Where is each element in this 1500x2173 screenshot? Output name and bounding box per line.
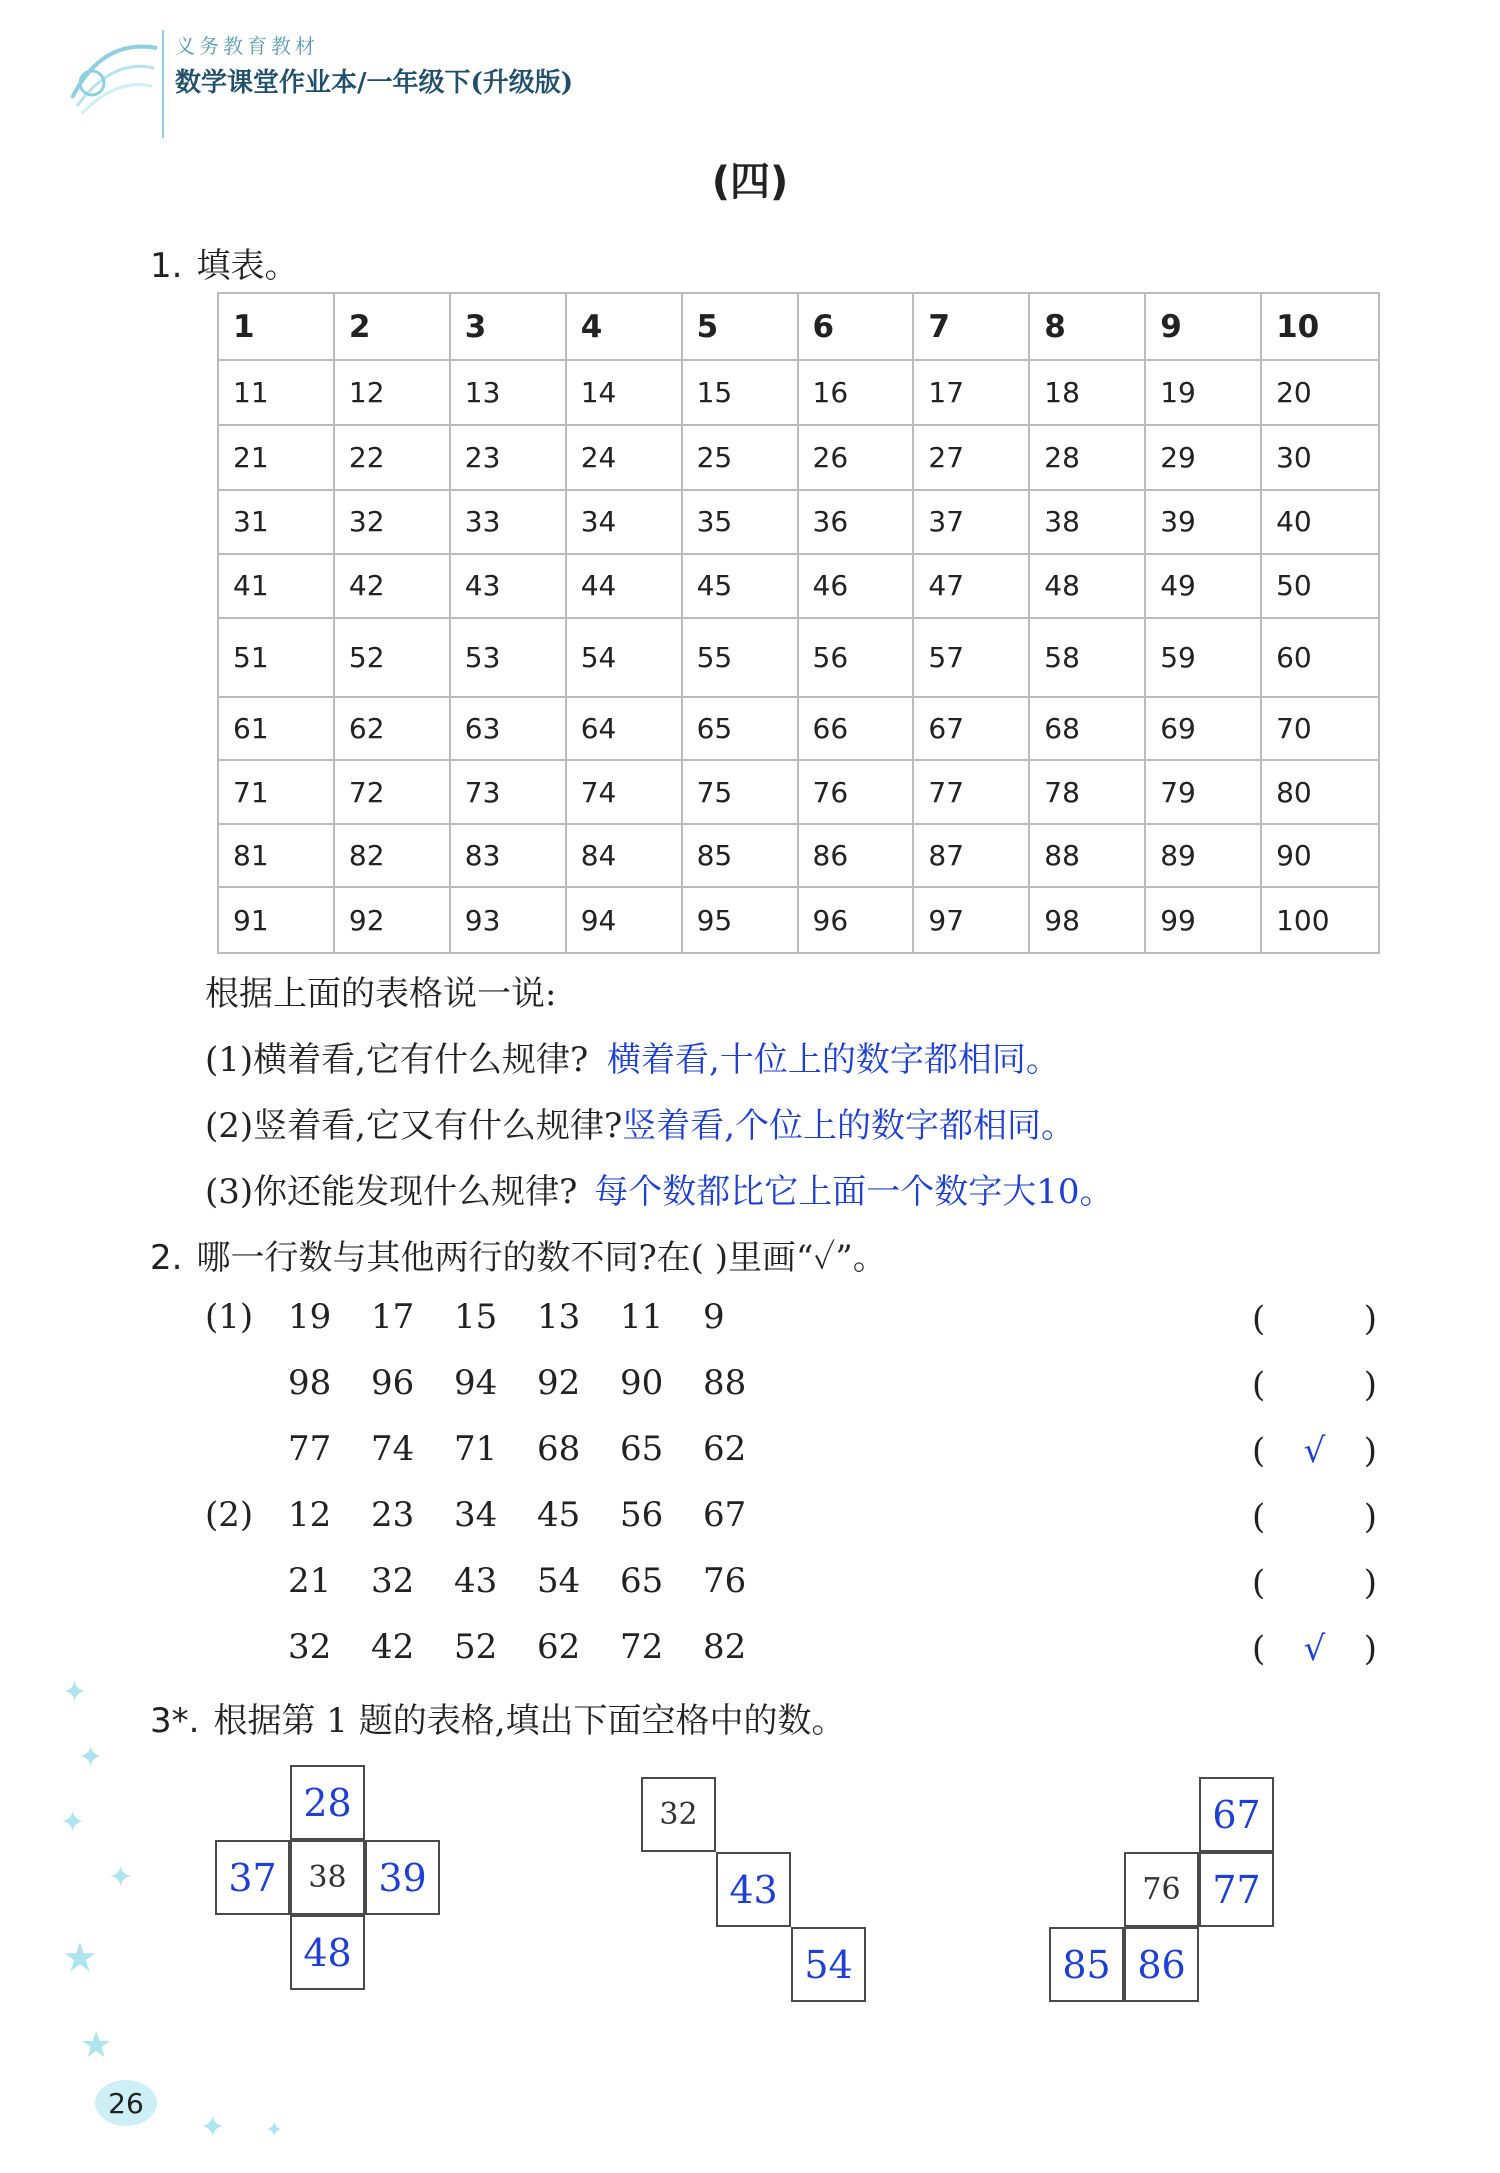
- table-cell: 23: [451, 426, 567, 491]
- table-cell: 74: [567, 761, 683, 825]
- table-cell: 47: [914, 555, 1030, 619]
- answer-parentheses[interactable]: [1252, 1365, 1377, 1409]
- table-cell: 93: [451, 888, 567, 952]
- answer-parentheses[interactable]: [1252, 1563, 1377, 1607]
- table-cell: 87: [914, 825, 1030, 889]
- q1-item-2-prompt: (2)竖着看,它又有什么规律?: [205, 1106, 623, 1146]
- star-icon: ✦: [60, 1805, 86, 1840]
- table-cell: 45: [683, 555, 799, 619]
- table-cell: 92: [335, 888, 451, 952]
- table-cell: 42: [335, 555, 451, 619]
- paren-open: (: [1252, 1431, 1266, 1471]
- steps-third: 54: [791, 1927, 866, 2002]
- table-cell: 56: [799, 619, 915, 698]
- table-cell: 41: [219, 555, 335, 619]
- table-cell: 33: [451, 491, 567, 556]
- table-cell: 8: [1030, 294, 1146, 361]
- paren-close: ): [1363, 1299, 1377, 1339]
- sequence-number: 52: [454, 1627, 498, 1667]
- paren-open: (: [1252, 1563, 1266, 1603]
- paren-close: ): [1363, 1563, 1377, 1603]
- sequence-number: 90: [620, 1363, 664, 1403]
- star-icon: ✦: [62, 1675, 88, 1710]
- table-cell: 69: [1146, 698, 1262, 762]
- table-cell: 37: [914, 491, 1030, 556]
- table-cell: 25: [683, 426, 799, 491]
- question-3-text: 根据第 1 题的表格,填出下面空格中的数。: [213, 1701, 846, 1741]
- table-cell: 3: [451, 294, 567, 361]
- sequence-number: 62: [537, 1627, 581, 1667]
- paren-close: ): [1363, 1431, 1377, 1471]
- sequence-number: 96: [371, 1363, 415, 1403]
- table-cell: 35: [683, 491, 799, 556]
- table-cell: 39: [1146, 491, 1262, 556]
- table-cell: 46: [799, 555, 915, 619]
- section-title: (四): [711, 159, 789, 205]
- table-cell: 31: [219, 491, 335, 556]
- sequence-number: 68: [537, 1429, 581, 1469]
- sequence-number: 82: [703, 1627, 747, 1667]
- table-cell: 84: [567, 825, 683, 889]
- table-cell: 57: [914, 619, 1030, 698]
- sequence-number: 56: [620, 1495, 664, 1535]
- table-cell: 29: [1146, 426, 1262, 491]
- sequence-number: 94: [454, 1363, 498, 1403]
- table-cell: 19: [1146, 361, 1262, 426]
- table-cell: 91: [219, 888, 335, 952]
- table-cell: 11: [219, 361, 335, 426]
- answer-parentheses[interactable]: [1252, 1299, 1377, 1343]
- question-2-number: 2.: [150, 1238, 183, 1278]
- table-cell: 61: [219, 698, 335, 762]
- q2-sequence-row: [288, 1627, 786, 1667]
- table-cell: 20: [1262, 361, 1378, 426]
- q1-item-2: [205, 1098, 1075, 1147]
- table-cell: 22: [335, 426, 451, 491]
- sequence-number: 15: [454, 1297, 498, 1337]
- table-cell: 49: [1146, 555, 1262, 619]
- table-cell: 55: [683, 619, 799, 698]
- table-cell: 54: [567, 619, 683, 698]
- steps-first: 32: [641, 1777, 716, 1852]
- table-cell: 5: [683, 294, 799, 361]
- table-cell: 26: [799, 426, 915, 491]
- check-mark: √: [1303, 1431, 1326, 1471]
- shape3-bottom-right: 86: [1124, 1927, 1199, 2002]
- q1-item-1: [205, 1032, 1060, 1081]
- table-cell: 9: [1146, 294, 1262, 361]
- table-cell: 38: [1030, 491, 1146, 556]
- q2-group-label: (1): [205, 1297, 254, 1337]
- paren-open: (: [1252, 1629, 1266, 1669]
- cross1-bottom: 48: [290, 1915, 365, 1990]
- table-cell: 40: [1262, 491, 1378, 556]
- paren-open: (: [1252, 1299, 1266, 1339]
- table-cell: 52: [335, 619, 451, 698]
- table-cell: 89: [1146, 825, 1262, 889]
- question-2: [150, 1230, 887, 1279]
- table-cell: 32: [335, 491, 451, 556]
- cross1-right: 39: [365, 1840, 440, 1915]
- sequence-number: 42: [371, 1627, 415, 1667]
- table-cell: 70: [1262, 698, 1378, 762]
- table-cell: 86: [799, 825, 915, 889]
- table-cell: 1: [219, 294, 335, 361]
- sequence-number: 32: [288, 1627, 332, 1667]
- table-cell: 66: [799, 698, 915, 762]
- q2-sequence-row: [288, 1561, 786, 1601]
- paren-close: ): [1363, 1497, 1377, 1537]
- q1-item-1-prompt: (1)横着看,它有什么规律?: [205, 1040, 589, 1080]
- table-cell: 17: [914, 361, 1030, 426]
- question-1-text: 填表。: [196, 246, 299, 286]
- table-cell: 50: [1262, 555, 1378, 619]
- table-cell: 7: [914, 294, 1030, 361]
- sequence-number: 32: [371, 1561, 415, 1601]
- q1-item-1-answer: 横着看,十位上的数字都相同。: [607, 1040, 1060, 1080]
- table-cell: 80: [1262, 761, 1378, 825]
- shape3-top: 67: [1199, 1777, 1274, 1852]
- table-cell: 75: [683, 761, 799, 825]
- table-cell: 43: [451, 555, 567, 619]
- sequence-number: 13: [537, 1297, 581, 1337]
- table-cell: 30: [1262, 426, 1378, 491]
- q2-sequence-row: [288, 1363, 786, 1403]
- shape3-mid-answer: 77: [1199, 1852, 1274, 1927]
- table-cell: 36: [799, 491, 915, 556]
- table-cell: 100: [1276, 903, 1330, 937]
- table-cell: 78: [1030, 761, 1146, 825]
- series-name: 义务教育教材: [175, 34, 319, 58]
- paren-close: ): [1363, 1365, 1377, 1405]
- q2-sequence-row: [288, 1297, 786, 1337]
- sequence-number: 72: [620, 1627, 664, 1667]
- table-cell: 88: [1030, 825, 1146, 889]
- question-1-number: 1.: [150, 246, 183, 286]
- sequence-number: 77: [288, 1429, 332, 1469]
- table-cell: 82: [335, 825, 451, 889]
- sequence-number: 9: [703, 1297, 725, 1337]
- hundred-table: [217, 292, 1380, 954]
- sequence-number: 76: [703, 1561, 747, 1601]
- sequence-number: 92: [537, 1363, 581, 1403]
- table-cell: 99: [1146, 888, 1262, 952]
- table-cell: 51: [219, 619, 335, 698]
- question-3-number: 3*.: [150, 1701, 200, 1741]
- table-cell: 44: [567, 555, 683, 619]
- sequence-number: 45: [537, 1495, 581, 1535]
- table-cell: 63: [451, 698, 567, 762]
- table-cell: 60: [1262, 619, 1378, 698]
- q2-sequence-row: [288, 1429, 786, 1469]
- sequence-number: 17: [371, 1297, 415, 1337]
- sequence-number: 65: [620, 1429, 664, 1469]
- table-cell: 48: [1030, 555, 1146, 619]
- q1-intro: 根据上面的表格说一说:: [205, 974, 557, 1014]
- table-cell: 6: [799, 294, 915, 361]
- sequence-number: 65: [620, 1561, 664, 1601]
- table-cell: 90: [1262, 825, 1378, 889]
- star-icon: ✦: [108, 1860, 134, 1895]
- star-icon: ★: [62, 1935, 98, 1981]
- paren-open: (: [1252, 1497, 1266, 1537]
- sequence-number: 11: [620, 1297, 664, 1337]
- q1-item-3-answer: 每个数都比它上面一个数字大10。: [594, 1172, 1114, 1212]
- sequence-number: 34: [454, 1495, 498, 1535]
- shape3-mid-given: 76: [1124, 1852, 1199, 1927]
- cross1-left: 37: [215, 1840, 290, 1915]
- sequence-number: 21: [288, 1561, 332, 1601]
- answer-parentheses[interactable]: [1252, 1431, 1377, 1475]
- sequence-number: 43: [454, 1561, 498, 1601]
- table-cell: 77: [914, 761, 1030, 825]
- table-cell: 10: [1262, 294, 1378, 361]
- table-cell: 13: [451, 361, 567, 426]
- table-cell: 67: [914, 698, 1030, 762]
- page-number: 26: [95, 2080, 157, 2126]
- q1-item-3: [205, 1164, 1113, 1213]
- shape3-bottom-left: 85: [1049, 1927, 1124, 2002]
- table-cell: 2: [335, 294, 451, 361]
- star-icon: ✦: [78, 1740, 104, 1775]
- table-cell: 64: [567, 698, 683, 762]
- book-title: 数学课堂作业本/一年级下(升级版): [175, 68, 574, 98]
- sequence-number: 62: [703, 1429, 747, 1469]
- sequence-number: 23: [371, 1495, 415, 1535]
- sequence-number: 12: [288, 1495, 332, 1535]
- sequence-number: 67: [703, 1495, 747, 1535]
- table-cell: 27: [914, 426, 1030, 491]
- table-cell: 98: [1030, 888, 1146, 952]
- table-cell: 94: [567, 888, 683, 952]
- sequence-number: 98: [288, 1363, 332, 1403]
- star-icon: ✦: [200, 2110, 226, 2145]
- table-cell: 24: [567, 426, 683, 491]
- sequence-number: 74: [371, 1429, 415, 1469]
- table-cell: 28: [1030, 426, 1146, 491]
- answer-parentheses[interactable]: [1252, 1497, 1377, 1541]
- publisher-logo: [62, 28, 162, 118]
- table-cell: 72: [335, 761, 451, 825]
- table-cell: 97: [914, 888, 1030, 952]
- table-cell: 4: [567, 294, 683, 361]
- question-2-text: 哪一行数与其他两行的数不同?在( )里画“✓”。: [196, 1238, 887, 1278]
- table-cell: 18: [1030, 361, 1146, 426]
- q1-item-2-answer: 竖着看,个位上的数字都相同。: [622, 1106, 1076, 1146]
- table-cell: 16: [799, 361, 915, 426]
- sequence-number: 71: [454, 1429, 498, 1469]
- table-cell: 65: [683, 698, 799, 762]
- paren-close: ): [1363, 1629, 1377, 1669]
- table-cell: 71: [219, 761, 335, 825]
- table-cell: 12: [335, 361, 451, 426]
- table-cell: 62: [335, 698, 451, 762]
- q2-sequence-row: [288, 1495, 786, 1535]
- table-cell: 85: [683, 825, 799, 889]
- table-cell: 21: [219, 426, 335, 491]
- star-icon: ✦: [265, 2118, 284, 2143]
- table-cell: 96: [799, 888, 915, 952]
- paren-open: (: [1252, 1365, 1266, 1405]
- sequence-number: 54: [537, 1561, 581, 1601]
- table-cell: 53: [451, 619, 567, 698]
- steps-second: 43: [716, 1852, 791, 1927]
- table-cell: 58: [1030, 619, 1146, 698]
- table-cell: 83: [451, 825, 567, 889]
- sequence-number: 19: [288, 1297, 332, 1337]
- table-cell: 15: [683, 361, 799, 426]
- check-mark: √: [1303, 1629, 1326, 1669]
- question-3: [150, 1693, 846, 1742]
- q2-group-label: (2): [205, 1495, 254, 1535]
- table-cell: 76: [799, 761, 915, 825]
- table-cell: 73: [451, 761, 567, 825]
- star-icon: ★: [80, 2025, 113, 2066]
- table-cell: 95: [683, 888, 799, 952]
- table-cell: 59: [1146, 619, 1262, 698]
- header-divider: [162, 30, 164, 138]
- answer-parentheses[interactable]: [1252, 1629, 1377, 1673]
- question-1: [150, 238, 298, 287]
- table-cell: 14: [567, 361, 683, 426]
- table-cell: 34: [567, 491, 683, 556]
- sequence-number: 88: [703, 1363, 747, 1403]
- q1-item-3-prompt: (3)你还能发现什么规律?: [205, 1172, 578, 1212]
- table-cell: 68: [1030, 698, 1146, 762]
- cross1-center: 38: [290, 1840, 365, 1915]
- cross1-top: 28: [290, 1765, 365, 1840]
- table-cell: 81: [219, 825, 335, 889]
- table-cell: 79: [1146, 761, 1262, 825]
